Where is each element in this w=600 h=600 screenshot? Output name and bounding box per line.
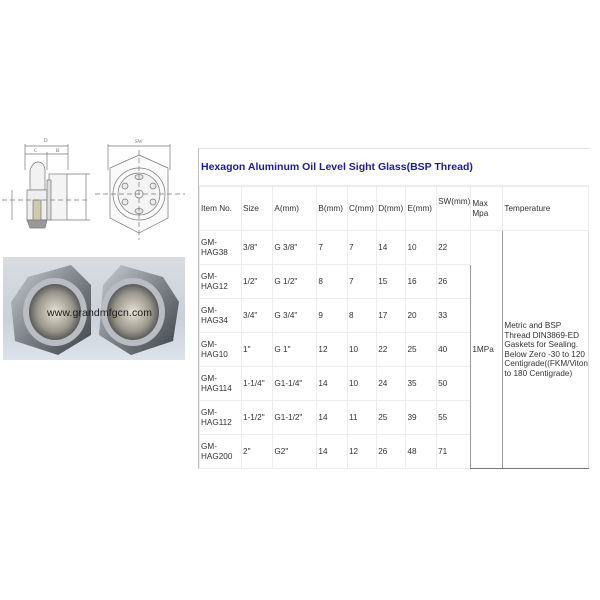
cell-b: 14 — [317, 435, 348, 469]
spec-table — [199, 186, 589, 469]
cell-c: 10 — [348, 333, 377, 367]
cell-item-no: GM-HAG12 — [200, 265, 242, 299]
cell-item-no: GM-HAG200 — [200, 435, 242, 469]
cell-e: 20 — [406, 299, 437, 333]
col-header: Max Mpa — [471, 187, 503, 231]
cell-a: G 3/4" — [273, 299, 317, 333]
cell-item-no: GM-HAG10 — [200, 333, 242, 367]
product-photo — [3, 257, 185, 360]
watermark-text: www.grandmfgcn.com — [47, 307, 153, 319]
cell-b: 12 — [317, 333, 348, 367]
cell-e: 48 — [406, 435, 437, 469]
col-header: Size — [242, 187, 273, 231]
cell-e: 25 — [406, 333, 437, 367]
cell-a: G 1" — [273, 333, 317, 367]
cell-sw: 71 — [437, 435, 471, 469]
cell-e: 16 — [406, 265, 437, 299]
cell-d: 24 — [377, 367, 406, 401]
cell-c: 10 — [348, 367, 377, 401]
cell-e: 39 — [406, 401, 437, 435]
cell-d: 17 — [377, 299, 406, 333]
col-header: C(mm) — [348, 187, 377, 231]
svg-text:B: B — [56, 149, 60, 154]
col-header: Item No. — [200, 187, 242, 231]
cell-d: 26 — [377, 435, 406, 469]
cell-c: 12 — [348, 435, 377, 469]
cell-item-no: GM-HAG114 — [200, 367, 242, 401]
cell-c: 7 — [348, 231, 377, 265]
cell-b: 14 — [317, 367, 348, 401]
cell-b: 8 — [317, 265, 348, 299]
cell-c: 11 — [348, 401, 377, 435]
col-header: SW(mm) — [437, 187, 471, 231]
cell-size: 3/4" — [242, 299, 273, 333]
cell-sw: 33 — [437, 299, 471, 333]
cell-sw: 26 — [437, 265, 471, 299]
col-header: E(mm) — [406, 187, 437, 231]
cell-a: G1-1/2" — [273, 401, 317, 435]
cell-size: 1-1/4" — [242, 367, 273, 401]
cell-c: 8 — [348, 299, 377, 333]
cell-e: 35 — [406, 367, 437, 401]
col-header: A(mm) — [273, 187, 317, 231]
cell-size: 2" — [242, 435, 273, 469]
cell-max-mpa: 1MPa — [471, 231, 503, 469]
col-header: Temperature — [503, 187, 589, 231]
cell-size: 3/8" — [242, 231, 273, 265]
cell-d: 15 — [377, 265, 406, 299]
cell-size: 1-1/2" — [242, 401, 273, 435]
cell-e: 10 — [406, 231, 437, 265]
cell-item-no: GM-HAG34 — [200, 299, 242, 333]
cell-sw: 55 — [437, 401, 471, 435]
header-row — [200, 187, 589, 231]
cell-temperature: Metric and BSP Thread DIN3869-ED Gaskets for Sealing. Below Zero -30 to 120 Centigrade((FKM/Viton to 180 Centigrade) — [503, 231, 589, 469]
cell-a: G1-1/4" — [273, 367, 317, 401]
cell-sw: 40 — [437, 333, 471, 367]
svg-text:D: D — [44, 139, 48, 144]
cell-c: 7 — [348, 265, 377, 299]
cell-a: G 1/2" — [273, 265, 317, 299]
cell-sw: 22 — [437, 231, 471, 265]
table-row — [200, 231, 589, 265]
cell-b: 9 — [317, 299, 348, 333]
cell-sw: 50 — [437, 367, 471, 401]
cell-size: 1/2" — [242, 265, 273, 299]
cell-b: 7 — [317, 231, 348, 265]
cell-item-no: GM-HAG38 — [200, 231, 242, 265]
spec-title: Hexagon Aluminum Oil Level Sight Glass(BSP Thread) — [199, 149, 589, 186]
cell-d: 22 — [377, 333, 406, 367]
cell-item-no: GM-HAG112 — [200, 401, 242, 435]
technical-drawing — [0, 130, 195, 245]
cell-a: G 3/8" — [273, 231, 317, 265]
cell-d: 25 — [377, 401, 406, 435]
svg-text:SW: SW — [135, 140, 143, 145]
col-header: B(mm) — [317, 187, 348, 231]
svg-text:C: C — [34, 149, 38, 154]
col-header: D(mm) — [377, 187, 406, 231]
cell-size: 1" — [242, 333, 273, 367]
cell-b: 14 — [317, 401, 348, 435]
cell-d: 14 — [377, 231, 406, 265]
cell-a: G2" — [273, 435, 317, 469]
spec-sheet — [198, 148, 589, 469]
